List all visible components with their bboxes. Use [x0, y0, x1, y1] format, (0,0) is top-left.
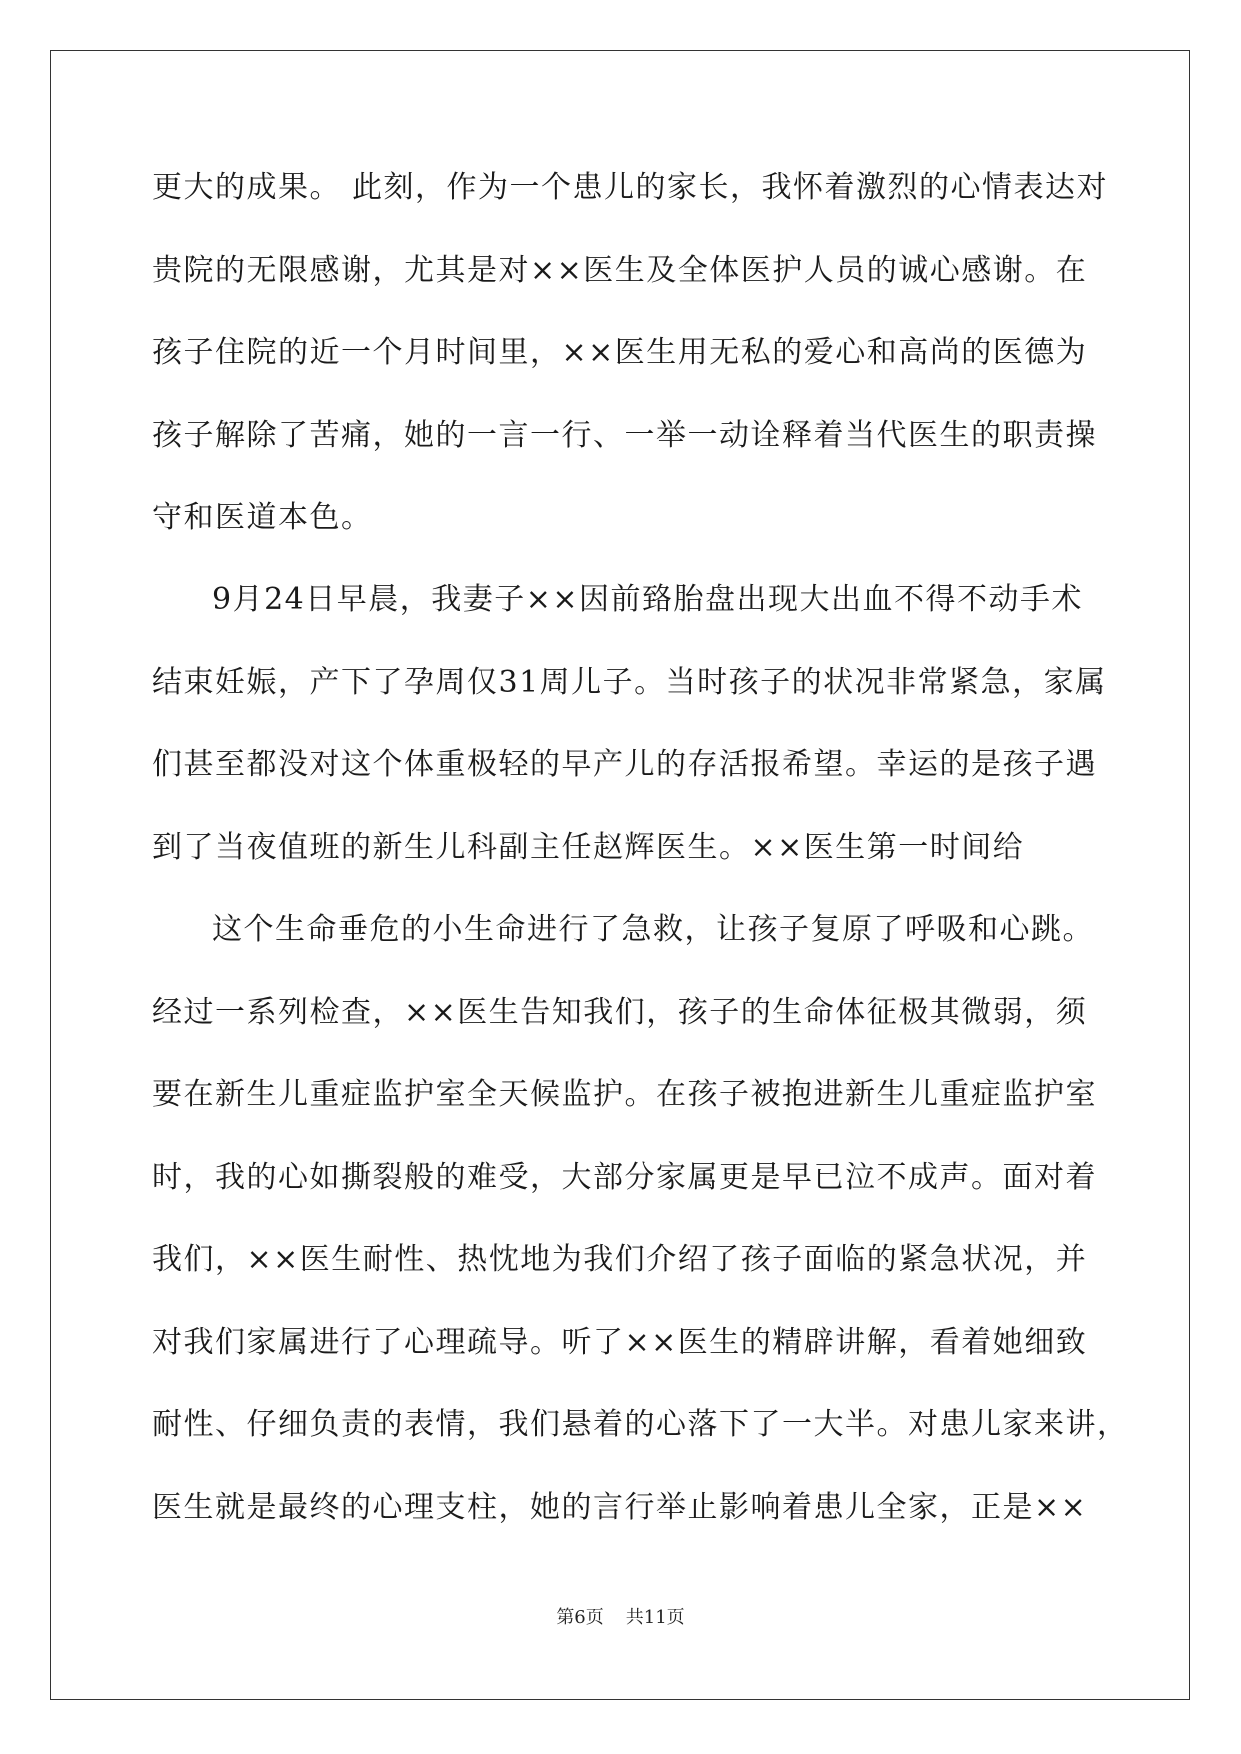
body-line-7: 结束妊娠，产下了孕周仅31周儿子。当时孩子的状况非常紧急，家属: [152, 665, 1107, 700]
body-line-5: 守和医道本色。: [152, 500, 373, 535]
body-line-14: 我们，××医生耐性、热忱地为我们介绍了孩子面临的紧急状况，并: [152, 1242, 1088, 1277]
page-footer: [0, 1606, 1241, 1630]
body-line-3: 孩子住院的近一个月时间里，××医生用无私的爱心和高尚的医德为: [152, 335, 1088, 370]
body-line-8: 们甚至都没对这个体重极轻的早产儿的存活报希望。幸运的是孩子遇: [152, 747, 1097, 782]
body-line-4: 孩子解除了苦痛，她的一言一行、一举一动诠释着当代医生的职责操: [152, 418, 1097, 453]
page-number: 第6页: [556, 1607, 604, 1628]
body-line-16: 耐性、仔细负责的表情，我们悬着的心落下了一大半。对患儿家来讲，: [152, 1407, 1129, 1442]
body-line-15: 对我们家属进行了心理疏导。听了××医生的精辟讲解，看着她细致: [152, 1325, 1088, 1360]
body-line-12: 要在新生儿重症监护室全天候监护。在孩子被抱进新生儿重症监护室: [152, 1077, 1097, 1112]
body-line-2: 贵院的无限感谢，尤其是对××医生及全体医护人员的诚心感谢。在: [152, 253, 1088, 288]
body-line-11: 经过一系列检查，××医生告知我们，孩子的生命体征极其微弱，须: [152, 995, 1088, 1030]
body-line-1: 更大的成果。 此刻，作为一个患儿的家长，我怀着激烈的心情表达对: [152, 170, 1109, 205]
body-line-6: 9月24日早晨，我妻子××因前臵胎盘出现大出血不得不动手术: [212, 582, 1084, 617]
page-border: [50, 50, 1190, 1700]
body-line-9: 到了当夜值班的新生儿科副主任赵辉医生。××医生第一时间给: [152, 830, 1025, 865]
body-line-13: 时，我的心如撕裂般的难受，大部分家属更是早已泣不成声。面对着: [152, 1160, 1097, 1195]
body-line-17: 医生就是最终的心理支柱，她的言行举止影响着患儿全家，正是××: [152, 1490, 1088, 1525]
body-line-10: 这个生命垂危的小生命进行了急救，让孩子复原了呼吸和心跳。: [212, 912, 1094, 947]
page-total: 共11页: [625, 1607, 685, 1628]
